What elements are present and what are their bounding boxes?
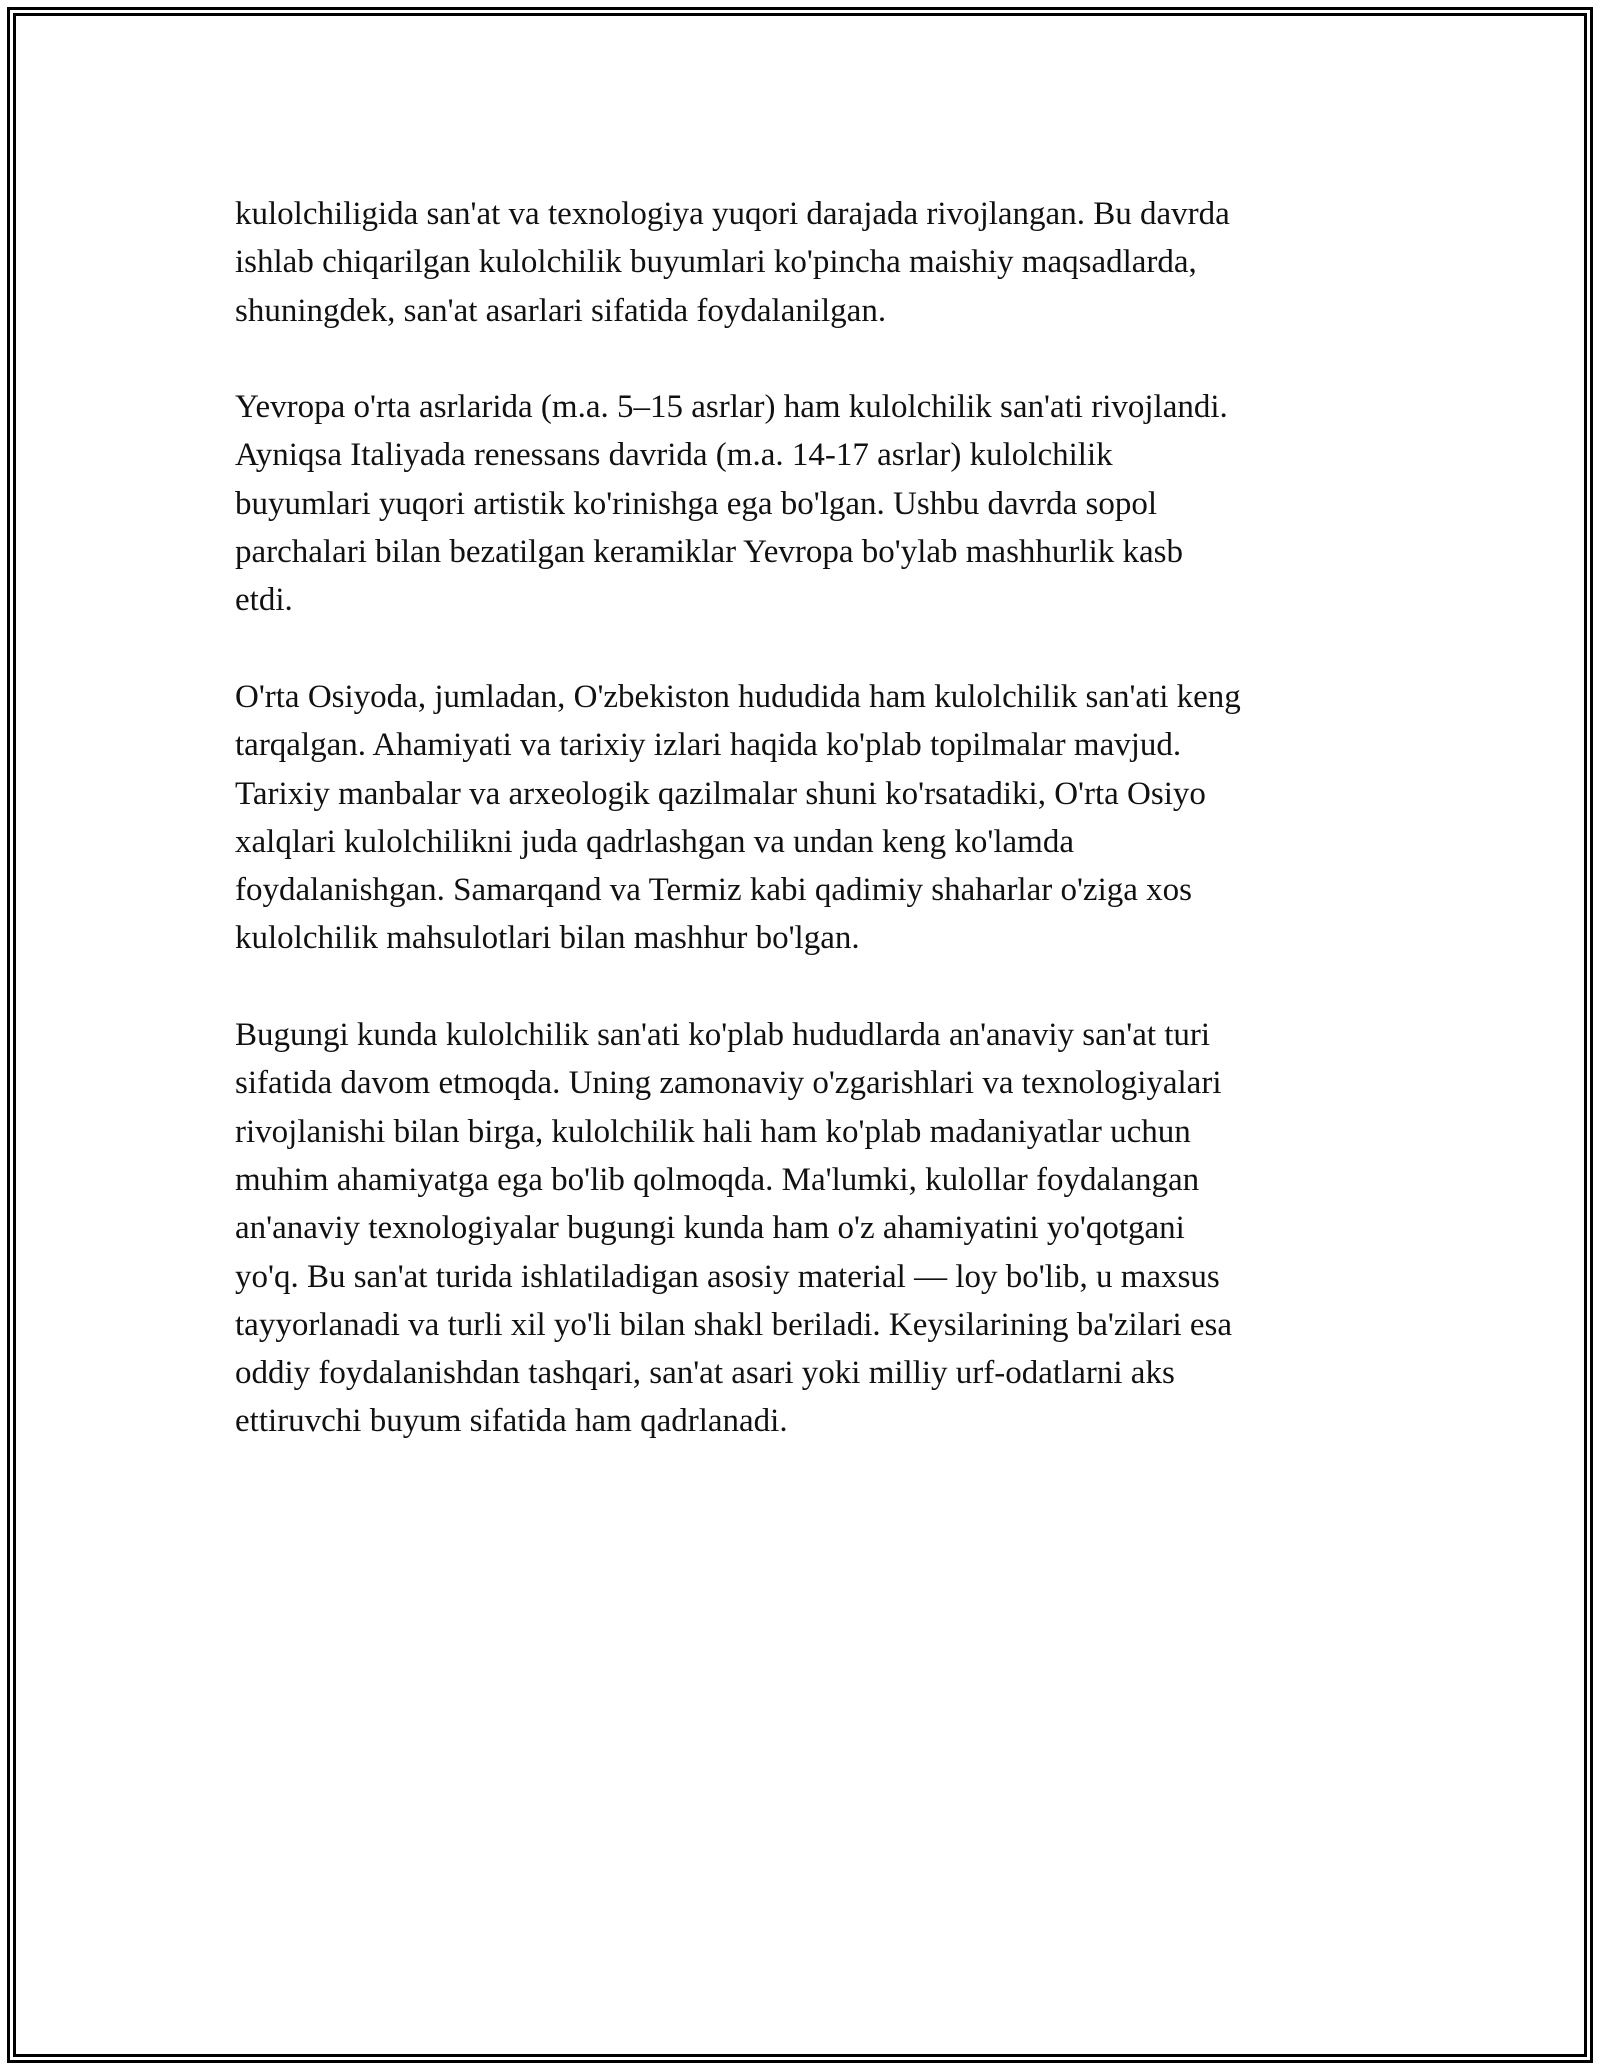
paragraph-3: O'rta Osiyoda, jumladan, O'zbekiston hududida ham kulolchilik san'ati keng tarqalgan. Ahamiyati va tarixiy izlari haqida ko'plab topilmalar mavjud. Tarixiy manbalar va arxeologik qazilmalar shuni ko'rsatadiki, O'rta Osiyo xalqlari kulolchilikni juda qadrlashgan va undan keng ko'lamda foydalanishgan. Samarqand va Termiz kabi qadimiy shaharlar o'ziga xos kulolchilik mahsulotlari bilan mashhur bo'lgan. <box>235 678 1241 957</box>
paragraph-2: Yevropa o'rta asrlarida (m.a. 5–15 asrlar) ham kulolchilik san'ati rivojlandi. Ayniqsa Italiyada renessans davrida (m.a. 14-17 asrlar) kulolchilik buyumlari yuqori artistik ko'rinishga ega bo'lgan. Ushbu davrda sopol parchalari bilan bezatilgan keramiklar Yevropa bo'ylab mashhurlik kasb etdi. <box>235 389 1228 619</box>
paragraph-4: Bugungi kunda kulolchilik san'ati ko'plab hududlarda an'anaviy san'at turi sifatida davom etmoqda. Uning zamonaviy o'zgarishlari va texnologiyalari rivojlanishi bilan birga, kulolchilik hali ham ko'plab madaniyatlar uchun muhim ahamiyatga ega bo'lib qolmoqda. Ma'lumki, kulollar foydalangan an'anaviy texnologiyalar bugungi kunda ham o'z ahamiyatini yo'qotgani yo'q. Bu san'at turida ishlatiladigan asosiy material — loy bo'lib, u maxsus tayyorlanadi va turli xil yo'li bilan shakl beriladi. Keysilarining ba'zilari esa oddiy foydalanishdan tashqari, san'at asari yoki milliy urf-odatlarni aks ettiruvchi buyum sifatida ham qadrlanadi. <box>235 1017 1233 1440</box>
paragraph-1: kulolchiligida san'at va texnologiya yuqori darajada rivojlangan. Bu davrda ishlab chiqarilgan kulolchilik buyumlari ko'pincha maishiy maqsadlarda, shuningdek, san'at asarlari sifatida foydalanilgan. <box>235 196 1230 329</box>
document-body <box>235 190 1365 1494</box>
